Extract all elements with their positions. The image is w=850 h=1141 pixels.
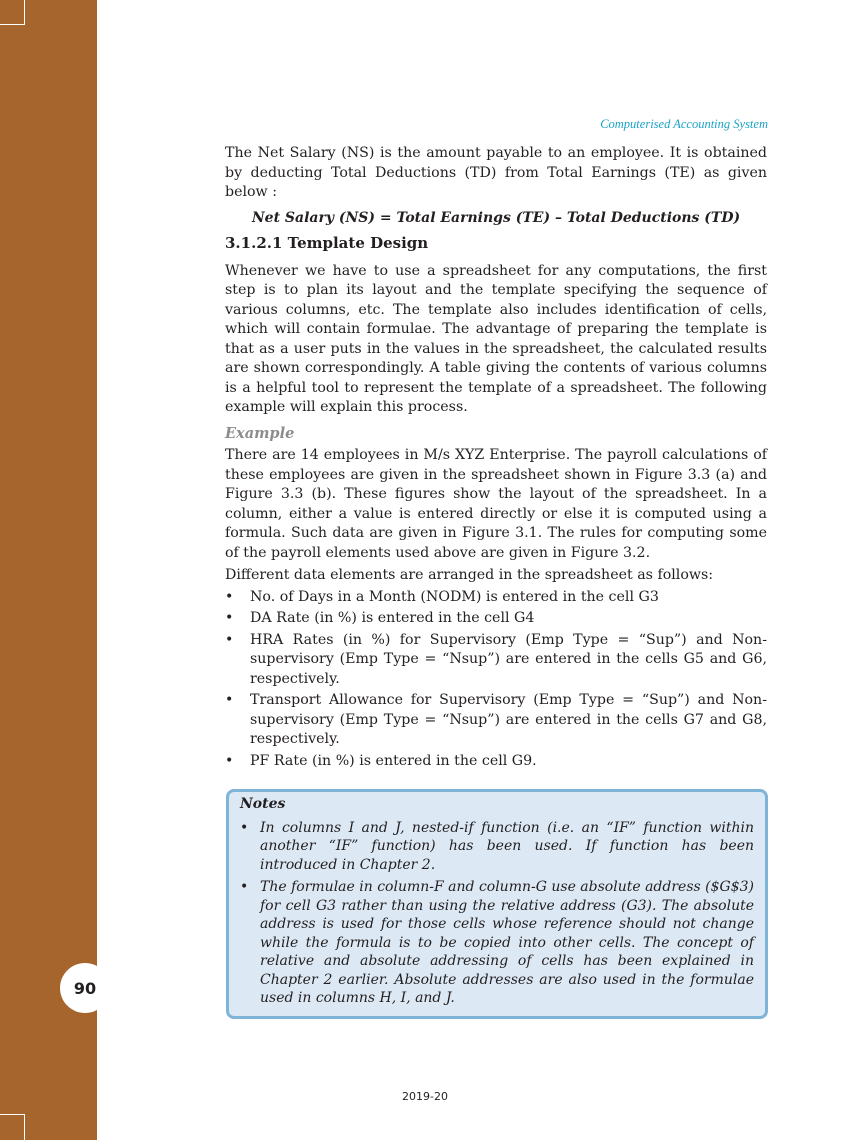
notes-title: Notes [240, 796, 286, 812]
data-elements-list [225, 588, 767, 772]
running-head: Computerised Accounting System [600, 117, 768, 131]
example-heading: Example [225, 424, 295, 442]
main-content [225, 144, 767, 773]
net-salary-formula: Net Salary (NS) = Total Earnings (TE) – Total Deductions (TD) [251, 209, 741, 226]
intro-paragraph: The Net Salary (NS) is the amount payable to an employee. It is obtained by deducting Total Deductions (TD) from Total Earnings (TE) as given below : [225, 145, 767, 200]
example-paragraph: There are 14 employees in M/s XYZ Enterprise. The payroll calculations of these employees are given in the spreadsheet shown in Figure 3.3 (a) and Figure 3.3 (b). These figures show the layout of the spreadsheet. In a column, either a value is entered directly or else it is computed using a formula. Such data are given in Figure 3.1. The rules for computing some of the payroll elements used above are given in Figure 3.2. [225, 447, 767, 561]
list-item: • DA Rate (in %) is entered in the cell G4 [225, 609, 767, 629]
template-paragraph: Whenever we have to use a spreadsheet for any computations, the first step is to plan its layout and the template specifying the sequence of various columns, etc. The template also includes identification of cells, which will contain formulae. The advantage of preparing the template is that as a user puts in the values in the spreadsheet, the calculated results are shown correspondingly. A table giving the contents of various columns is a helpful tool to represent the template of a spreadsheet. The following example will explain this process. [225, 262, 767, 415]
list-item: • No. of Days in a Month (NODM) is entered in the cell G3 [225, 588, 767, 608]
list-item: • Transport Allowance for Supervisory (Emp Type = “Sup”) and Non-supervisory (Emp Type = “Nsup”) are entered in the cells G7 and G8, respectively. [225, 691, 767, 750]
list-item: • PF Rate (in %) is entered in the cell G9. [225, 752, 767, 772]
note-item: • In columns I and J, nested-if function (i.e. an “IF” function within another “IF” function) has been used. If function has been introduced in Chapter 2. [240, 819, 754, 875]
note-item: • The formulae in column-F and column-G use absolute address ($G$3) for cell G3 rather than using the relative address (G3). The absolute address is used for those cells whose reference should not change while the formula is to be copied into other cells. The concept of relative and absolute addressing of cells has been explained in Chapter 2 earlier. Absolute addresses are also used in the formulae used in columns H, I, and J. [240, 878, 754, 1008]
list-item: • HRA Rates (in %) for Supervisory (Emp Type = “Sup”) and Non-supervisory (Emp Type = “Nsup”) are entered in the cells G5 and G6, respectively. [225, 631, 767, 690]
crop-mark-bottom [0, 1114, 25, 1141]
page-number: 90 [60, 963, 110, 1013]
arrangement-paragraph: Different data elements are arranged in the spreadsheet as follows: [225, 567, 714, 583]
notes-box [226, 789, 768, 1019]
section-heading: 3.1.2.1 Template Design [225, 234, 429, 252]
notes-list [240, 819, 754, 1008]
footer-year: 2019-20 [402, 1090, 448, 1103]
crop-mark-top [0, 0, 25, 25]
